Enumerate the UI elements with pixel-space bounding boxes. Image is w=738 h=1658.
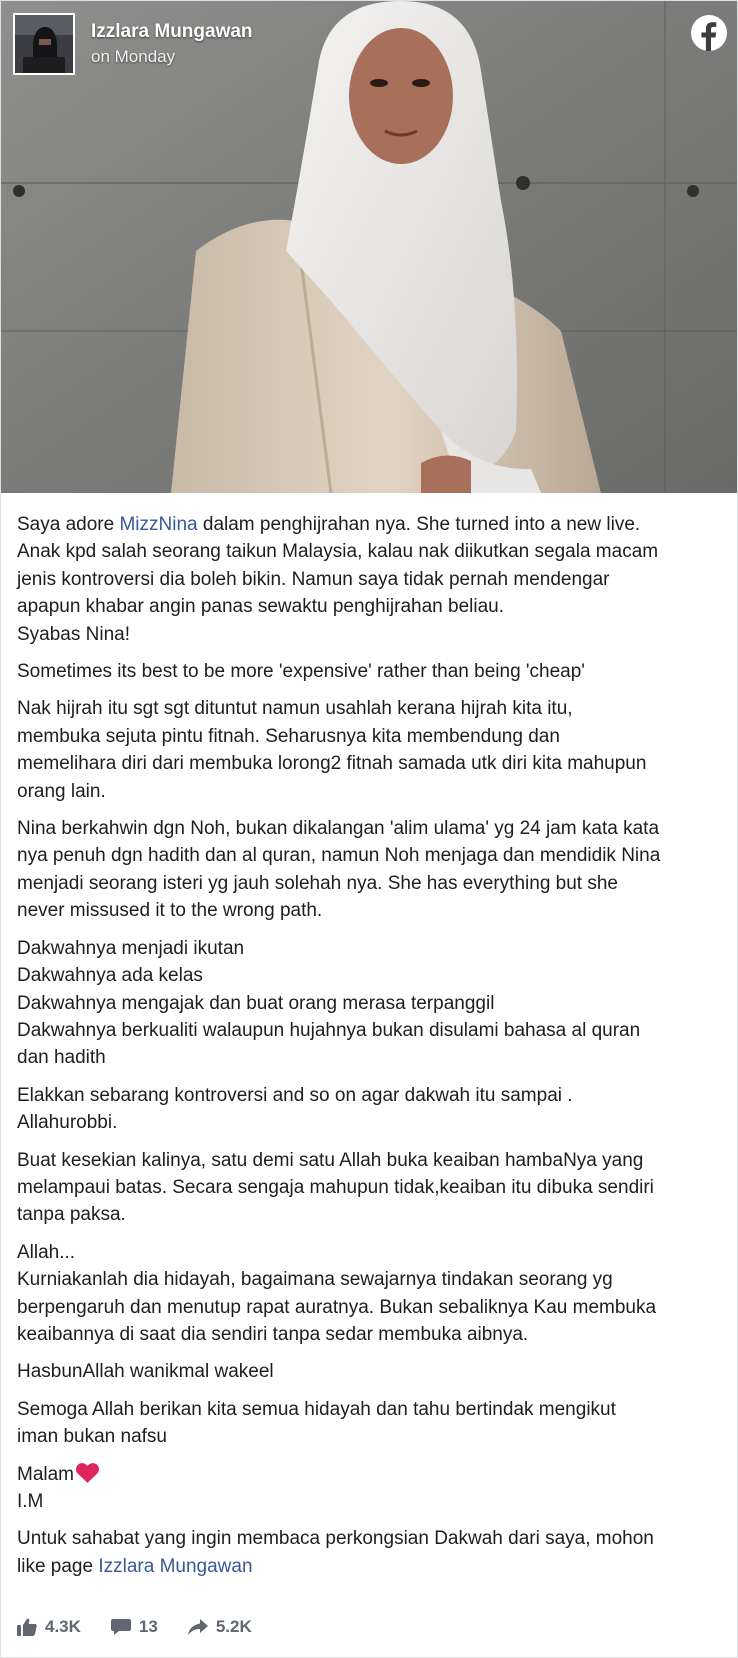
- paragraph-6: [17, 1082, 721, 1137]
- text-line: Buat kesekian kalinya, satu demi satu Allah buka keaiban hambaNya yang: [17, 1149, 644, 1171]
- text-line: orang lain.: [17, 780, 106, 802]
- text-line: Nina berkahwin dgn Noh, bukan dikalangan 'alim ulama' yg 24 jam kata kata: [17, 818, 660, 840]
- post-stats: [17, 1617, 282, 1637]
- text-line: HasbunAllah wanikmal wakeel: [17, 1361, 274, 1383]
- text-line: Anak kpd salah seorang taikun Malaysia, kalau nak diikutkan segala macam: [17, 541, 659, 563]
- avatar[interactable]: [13, 13, 75, 75]
- text-line: melampaui batas. Secara sengaja mahupun tidak,keaiban itu dibuka sendiri: [17, 1176, 654, 1198]
- text-line: Sometimes its best to be more 'expensive' rather than being 'cheap': [17, 661, 585, 683]
- paragraph-9: [17, 1358, 721, 1385]
- post-text: [1, 493, 737, 1580]
- comment-count-value: 13: [138, 1617, 158, 1636]
- heart-emoji-icon: [75, 1461, 100, 1484]
- text-line: Syabas Nina!: [17, 623, 131, 645]
- paragraph-3: [17, 695, 721, 805]
- paragraph-1: [17, 511, 721, 648]
- text-line: never missused it to the wrong path.: [17, 900, 323, 922]
- share-arrow-icon: [188, 1618, 208, 1636]
- text-line: keaibannya di saat dia sendiri tanpa sedar membuka aibnya.: [17, 1323, 529, 1345]
- paragraph-2: [17, 658, 721, 685]
- comment-count[interactable]: [111, 1617, 158, 1637]
- text-line: apapun khabar angin panas sewaktu penghijrahan beliau.: [17, 596, 504, 618]
- paragraph-12: [17, 1525, 721, 1580]
- mention-link[interactable]: MizzNina: [119, 514, 198, 535]
- text-line: Elakkan sebarang kontroversi and so on agar dakwah itu sampai .: [17, 1084, 573, 1106]
- text: Malam: [17, 1463, 75, 1485]
- text-line: Semoga Allah berikan kita semua hidayah dan tahu bertindak mengikut: [17, 1398, 616, 1420]
- text-line: Dakwahnya berkualiti walaupun hujahnya bukan disulami bahasa al quran: [17, 1019, 641, 1041]
- like-count[interactable]: [17, 1617, 81, 1637]
- facebook-icon[interactable]: [691, 15, 727, 51]
- text-line: Allahurobbi.: [17, 1112, 118, 1134]
- text-line: menjadi seorang isteri yg jauh solehah nya. She has everything but she: [17, 872, 618, 894]
- text-line: Kurniakanlah dia hidayah, bagaimana sewajarnya tindakan seorang yg: [17, 1269, 613, 1291]
- text-line: jenis kontroversi dia boleh bikin. Namun saya tidak pernah mendengar: [17, 568, 610, 590]
- like-count-value: 4.3K: [45, 1617, 81, 1636]
- text: Saya adore: [17, 514, 120, 535]
- text: like page: [17, 1555, 99, 1577]
- page-link[interactable]: Izzlara Mungawan: [98, 1555, 253, 1577]
- text-line: memelihara diri dari membuka lorong2 fitnah samada utk diri kita mahupun: [17, 753, 647, 775]
- text-line: tanpa paksa.: [17, 1204, 126, 1226]
- paragraph-7: [17, 1147, 721, 1229]
- comment-icon: [111, 1618, 131, 1636]
- paragraph-5: [17, 935, 721, 1072]
- paragraph-4: [17, 815, 721, 925]
- text-line: berpengaruh dan menutup rapat auratnya. Bukan sebaliknya Kau membuka: [17, 1296, 657, 1318]
- paragraph-8: [17, 1239, 721, 1349]
- author-name[interactable]: Izzlara Mungawan: [91, 21, 253, 42]
- share-count[interactable]: [188, 1617, 252, 1637]
- text-line: Dakwahnya menjadi ikutan: [17, 937, 245, 959]
- post-timestamp[interactable]: on Monday: [91, 47, 176, 66]
- share-count-value: 5.2K: [215, 1617, 252, 1636]
- text-line: membuka sejuta pintu fitnah. Seharusnya kita membendung dan: [17, 725, 560, 747]
- avatar-image: [15, 15, 73, 73]
- thumbs-up-icon: [17, 1618, 37, 1636]
- text-line: iman bukan nafsu: [17, 1426, 167, 1448]
- text-line: I.M: [17, 1491, 44, 1512]
- paragraph-10: [17, 1396, 721, 1451]
- text-line: Untuk sahabat yang ingin membaca perkongsian Dakwah dari saya, mohon: [17, 1528, 654, 1550]
- post-photo[interactable]: [1, 1, 737, 493]
- text-line: Allah...: [17, 1241, 76, 1263]
- text-line: Dakwahnya mengajak dan buat orang merasa terpanggil: [17, 992, 495, 1014]
- text-line: Dakwahnya ada kelas: [17, 965, 203, 987]
- text-line: Nak hijrah itu sgt sgt dituntut namun usahlah kerana hijrah kita itu,: [17, 698, 573, 720]
- post-header: [13, 13, 253, 75]
- text-line: nya penuh dgn hadith dan al quran, namun Noh menjaga dan mendidik Nina: [17, 845, 661, 867]
- paragraph-11: [17, 1461, 721, 1516]
- text-line: dan hadith: [17, 1047, 106, 1069]
- text: dalam penghijrahan nya. She turned into a new live.: [197, 514, 641, 535]
